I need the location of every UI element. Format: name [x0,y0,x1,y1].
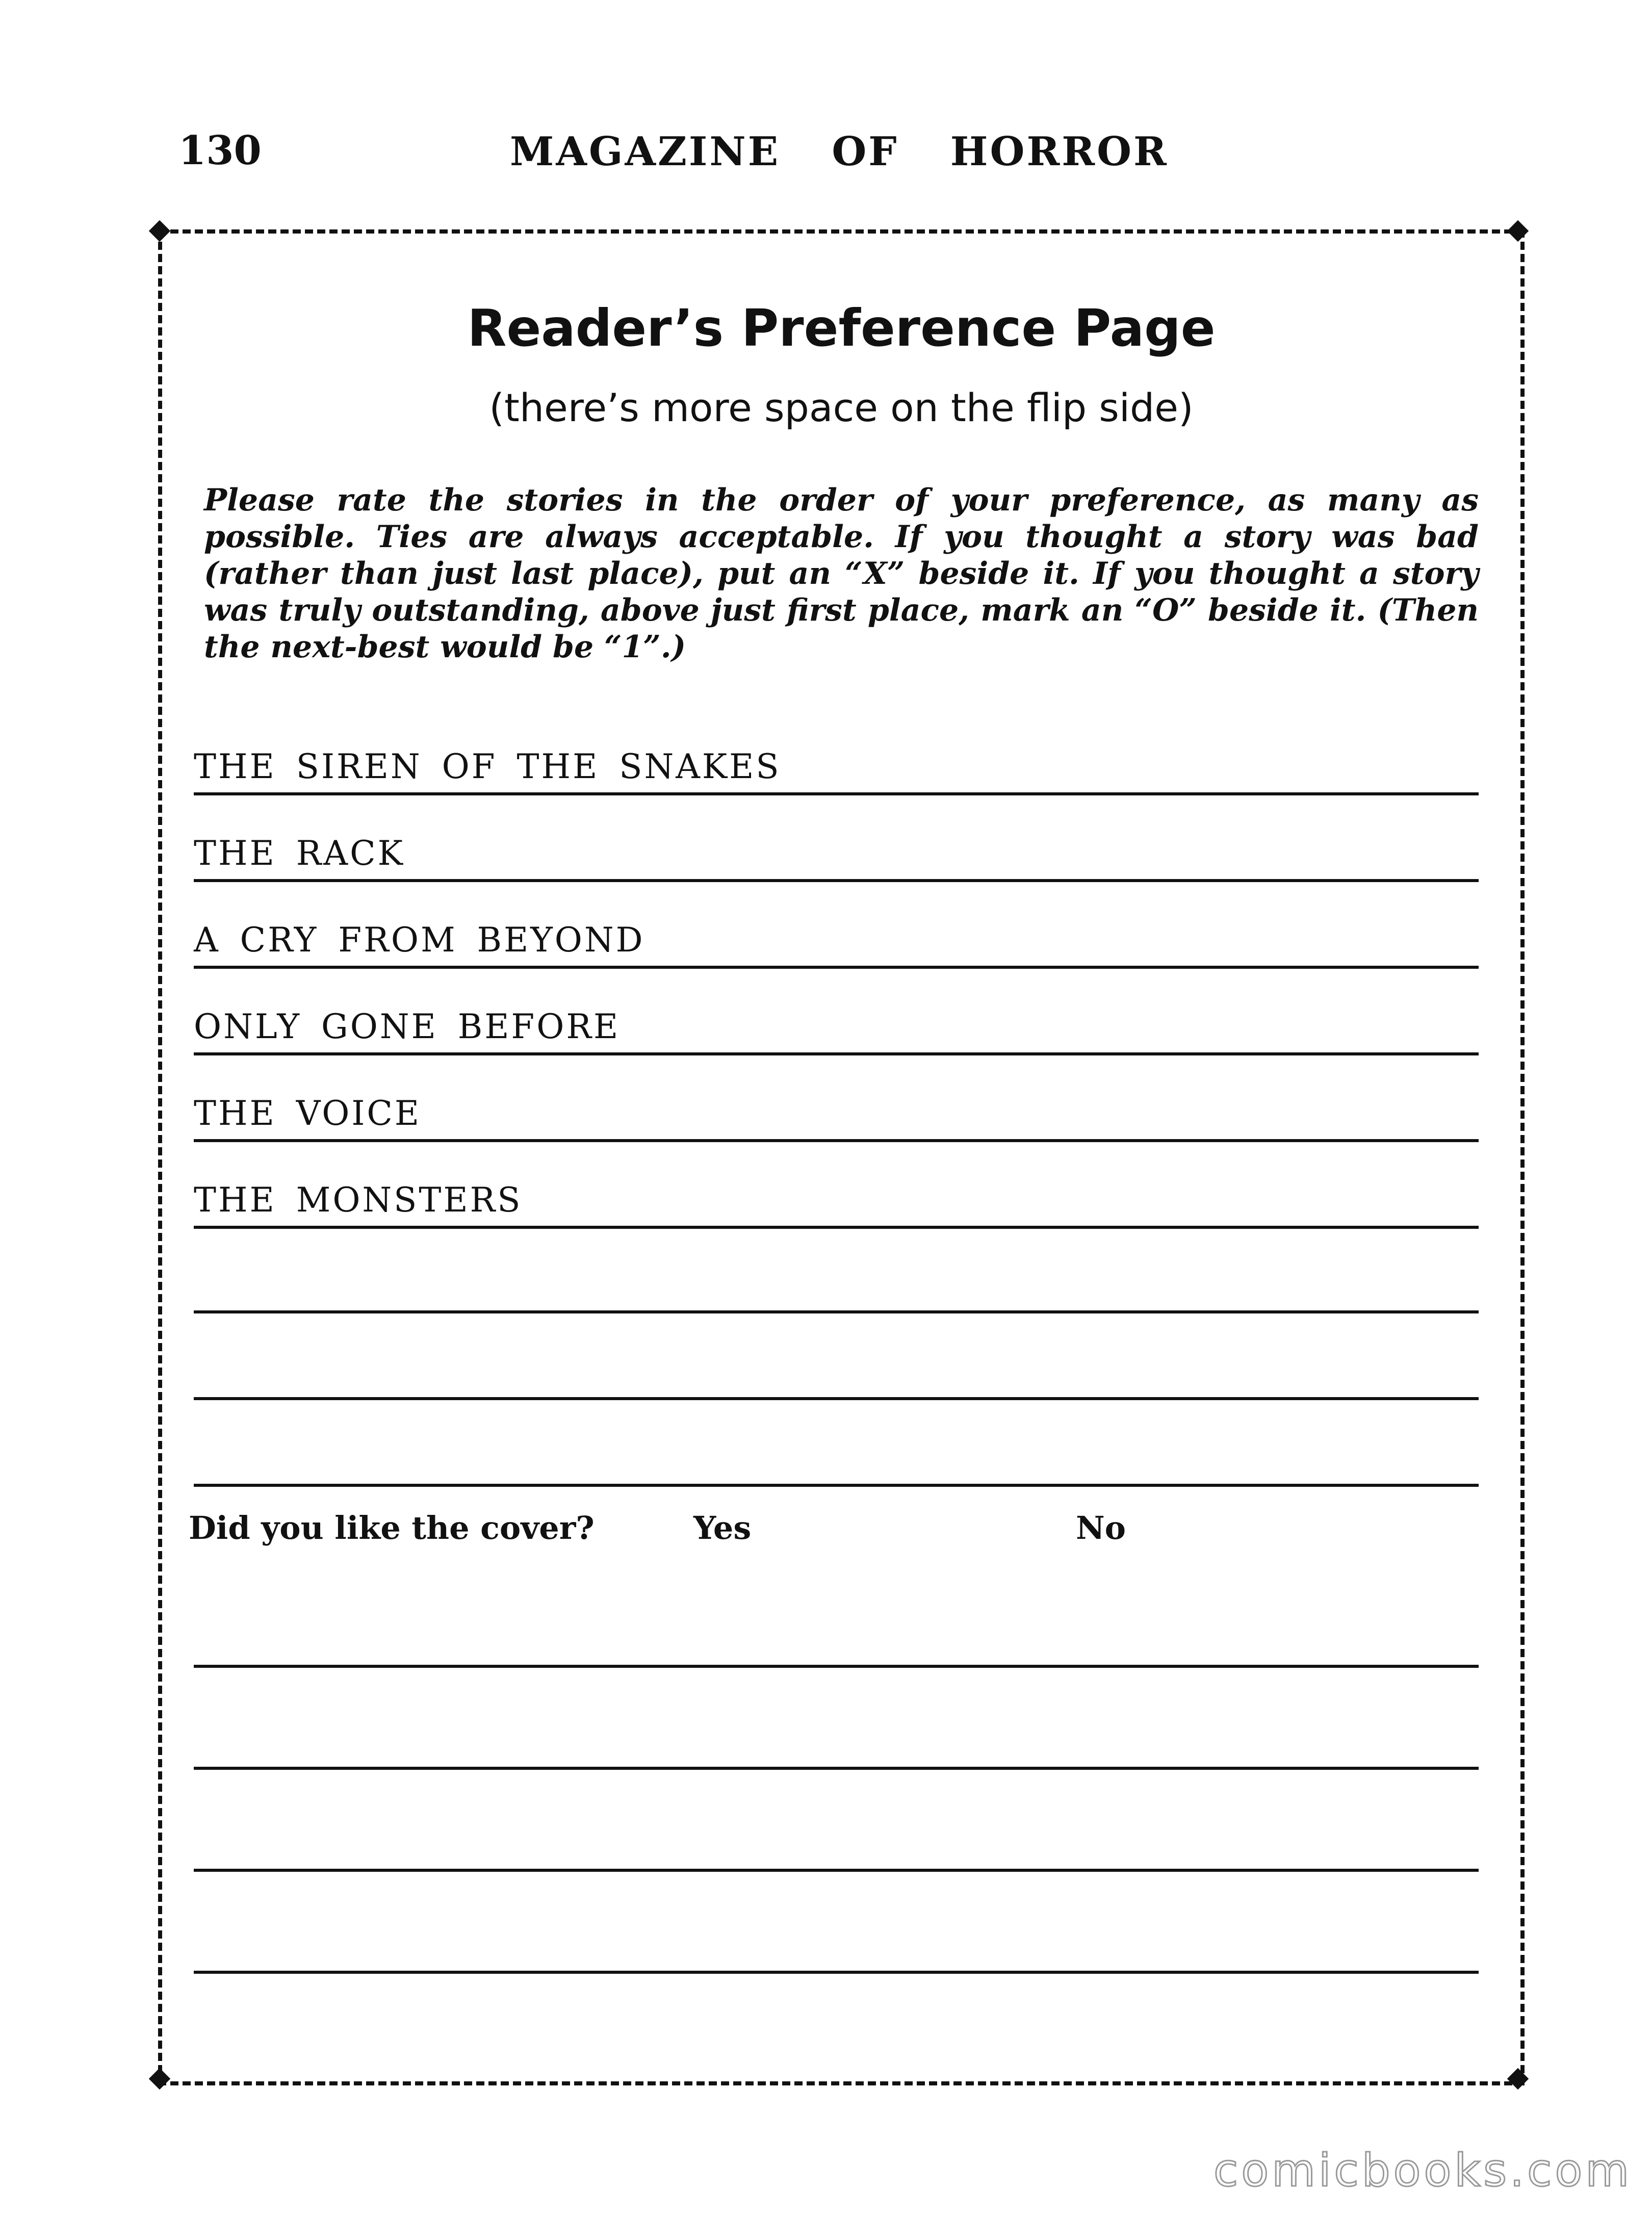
rating-line [194,1139,1479,1142]
rating-line [194,1052,1479,1055]
story-rating-row[interactable] [194,1178,1479,1229]
rating-line [194,792,1479,795]
blank-story-line[interactable] [194,1397,1479,1400]
form-subtitle: (there’s more space on the flip side) [489,385,1194,430]
story-title: ONLY GONE BEFORE [194,1007,621,1046]
comment-line[interactable] [194,1869,1479,1872]
rating-instructions: Please rate the stories in the order of your preference, as many as possible. Ties are always acceptable. If you thought a story was bad (rather than just last place), put an “X” beside it. If you thought a story was truly outstanding, above just first place, mark an “O” beside it. (Then the next-best would be “1”.) [204,482,1479,665]
cover-question-row [189,1509,1474,1555]
story-rating-row[interactable] [194,1004,1479,1055]
comment-line[interactable] [194,1767,1479,1770]
rating-line [194,879,1479,882]
cover-no-option[interactable]: No [1076,1509,1126,1546]
rating-line [194,966,1479,969]
cover-yes-option[interactable]: Yes [693,1509,752,1546]
cover-question: Did you like the cover? [189,1509,595,1546]
story-rating-row[interactable] [194,1091,1479,1142]
story-title: THE VOICE [194,1094,422,1133]
story-title: A CRY FROM BEYOND [194,920,645,960]
comment-line[interactable] [194,1971,1479,1974]
story-rating-row[interactable] [194,831,1479,882]
story-rating-row[interactable] [194,744,1479,795]
site-watermark: comicbooks.com [1214,2144,1633,2197]
page-header [0,127,1652,189]
blank-story-line[interactable] [194,1310,1479,1313]
blank-story-line[interactable] [194,1484,1479,1487]
story-rating-row[interactable] [194,918,1479,969]
story-title: THE MONSTERS [194,1180,523,1220]
form-title: Reader’s Preference Page [467,298,1216,358]
magazine-title: MAGAZINE OF HORROR [510,128,1169,175]
page-number: 130 [178,127,262,174]
comment-line[interactable] [194,1665,1479,1668]
story-title: THE RACK [194,834,405,873]
rating-line [194,1226,1479,1229]
story-title: THE SIREN OF THE SNAKES [194,747,781,786]
